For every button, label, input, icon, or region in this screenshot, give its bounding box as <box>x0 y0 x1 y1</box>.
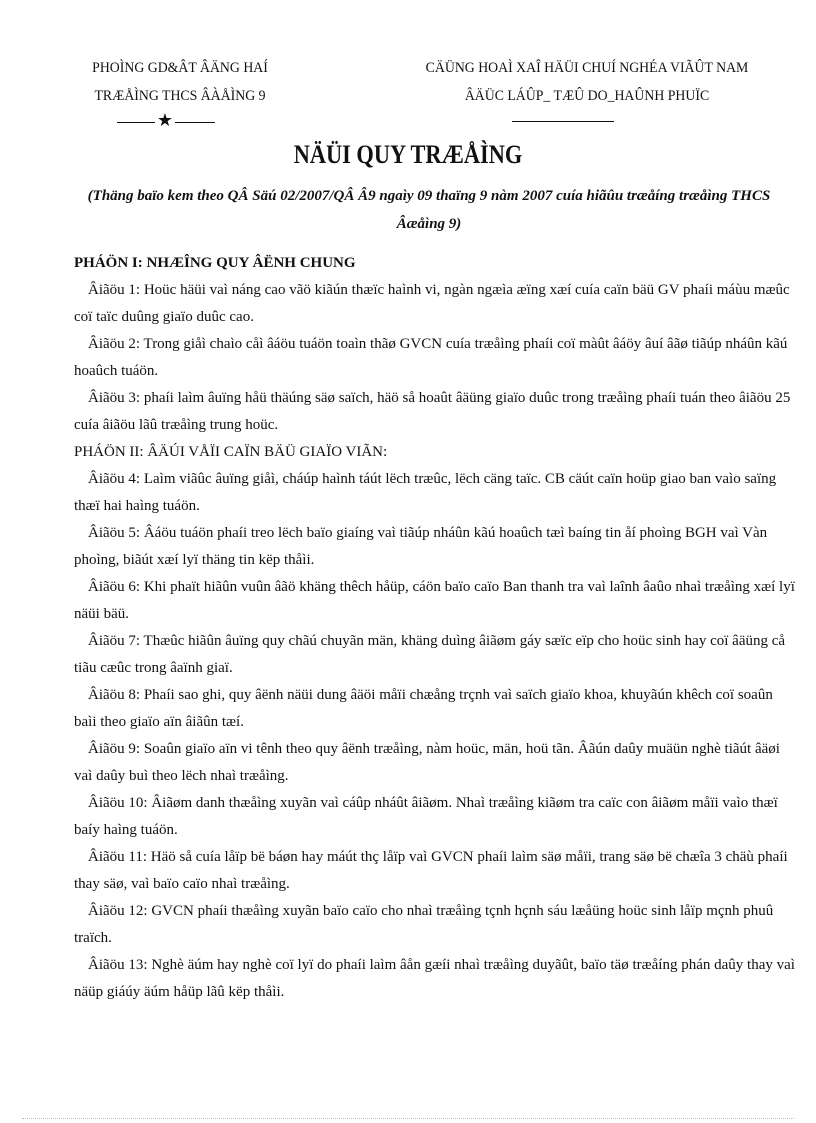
star-icon: ★ <box>156 110 174 130</box>
article-12: Âiãöu 12: GVCN phaíi thæåìng xuyãn baïo caïo cho nhaì træåìng tçnh hçnh sáu læåüng hoüc sinh låïp mçnh phuû traïch. <box>74 903 774 946</box>
document-body <box>74 250 798 1006</box>
article-10: Âiãöu 10: Âiãøm danh thæåìng xuyãn vaì cáûp nháût âiãøm. Nhaì træåìng kiãøm tra caïc con âiãøm måïi vaìo thæï baíy haìng tuáön. <box>74 795 778 838</box>
article-2: Âiãöu 2: Trong giåì chaìo cåì âáöu tuáön toaìn thãø GVCN cuía træåìng phaíi coï màût âáöy âuí âãø tiãúp nháûn kãú hoaûch tuáön. <box>74 336 788 379</box>
section-heading-1: PHÁÖN I: NHÆÎNG QUY ÂËNH CHUNG <box>74 255 356 271</box>
issuer-block <box>70 54 291 110</box>
article-6: Âiãöu 6: Khi phaït hiãûn vuûn âãö khäng thêch håüp, cáön baïo caïo Ban thanh tra vaì laînh âaûo nhaì træåìng xæí lyï näüi bäü. <box>74 579 795 622</box>
country-name: CÄÜNG HOAÌ XAÎ HÄÜI CHUÍ NGHÉA VIÃÛT NAM <box>425 60 749 76</box>
article-3: Âiãöu 3: phaíi laìm âuïng håü thäúng säø saïch, häö så hoaût âäüng giaïo duûc trong træåìng phaíi tuán theo âiãöu 25 cuía âiãöu lãû træåìng trung hoüc. <box>74 390 791 433</box>
document-title: NÄÜI QUY TRÆÅÌNG <box>293 140 523 169</box>
article-11: Âiãöu 11: Häö så cuía låïp bë báøn hay máút thç låïp vaì GVCN phaíi laìm säø måïi, trang säø bë chæîa 3 chäù phaíi thay säø, vaì baïo caïo nhaì træåìng. <box>74 849 788 892</box>
article-7: Âiãöu 7: Thæûc hiãûn âuïng quy chãú chuyãn män, khäng duìng âiãøm gáy sæïc eïp cho hoüc sinh hay coï âäüng cå tiãu cæûc trong âaïnh giaï. <box>74 633 786 676</box>
document-subtitle: (Thäng baïo kem theo QÂ Säú 02/2007/QÂ Â9 ngaìy 09 thaïng 9 nàm 2007 cuía hiãûu træåíng træåìng THCS Âæåìng 9) <box>87 188 771 232</box>
article-1: Âiãöu 1: Hoüc häüi vaì náng cao vãö kiãún thæïc haình vi, ngàn ngæìa æïng xæí cuía caïn bäü GV phaíi máùu mæûc coï taïc duûng giaïo duûc cao. <box>74 282 790 325</box>
section-heading-2: PHÁÖN II: ÂÄÚI VÅÏI CAÏN BÄÜ GIAÏO VIÃN: <box>74 444 388 460</box>
article-9: Âiãöu 9: Soaûn giaïo aïn vi tênh theo quy âënh træåìng, nàm hoüc, män, hoü tãn. Âãún daûy muäün nghè tiãút âäøi vaì daûy buì theo lëch nhaì træåìng. <box>74 741 780 784</box>
article-8: Âiãöu 8: Phaíi sao ghi, quy âënh näüi dung âäöi måïi chæång trçnh vaì saïch giaïo khoa, khuyãún khêch coï soaûn baìi theo giaïo aïn âiãûn tæí. <box>74 687 773 730</box>
motto-underline <box>512 121 614 122</box>
national-motto-block <box>417 54 757 110</box>
issuer-department: PHOÌNG GD&ÂT ÂÄNG HAÍ <box>92 60 268 76</box>
article-13: Âiãöu 13: Nghè äúm hay nghè coï lyï do phaíi laìm âån gæíi nhaì træåìng duyãût, baïo täø træåíng phán daûy thay vaì näüp giáúy äúm håüp lãû këp thåìi. <box>74 957 795 1000</box>
issuer-school: TRÆÅÌNG THCS ÂÀÅÌNG 9 <box>94 88 266 104</box>
motto: ÂÄÜC LÁÛP_ TÆÛ DO_HAÛNH PHUÏC <box>464 88 710 104</box>
page-bottom-divider <box>22 1118 794 1119</box>
article-4: Âiãöu 4: Laìm viãûc âuïng giåì, cháúp haình táút lëch træûc, lëch cäng taïc. CB cäút caïn hoüp giao ban vaìo saïng thæï hai haìng tuáön. <box>74 471 777 514</box>
article-5: Âiãöu 5: Âáöu tuáön phaíi treo lëch baïo giaíng vaì tiãúp nháûn kãú hoaûch tæì baíng tin åí phoìng BGH vaì Vàn phoìng, biãút xæí lyï thäng tin këp thåìi. <box>74 525 768 568</box>
